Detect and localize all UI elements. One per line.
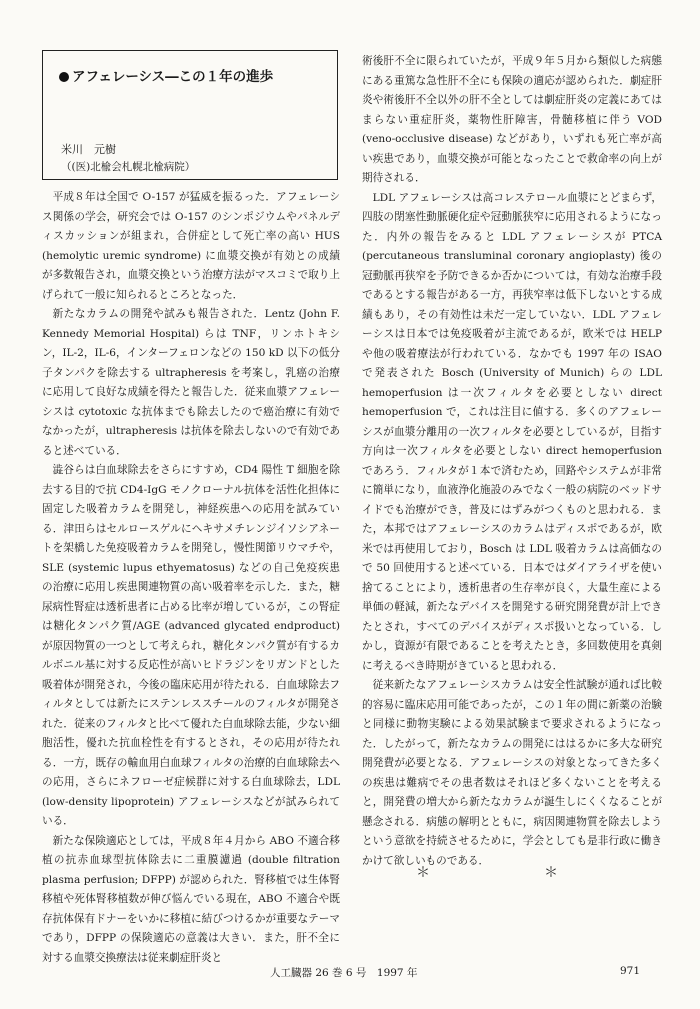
left-column	[42, 188, 340, 968]
paragraph: 新たな保険適応としては，平成８年４月から ABO 不適合移植の抗赤血球型抗体除去に二重膜濾過 (double filtration plasma perfusion; DFPP) が認められた．腎移植では生体腎移植や死体腎移植数が伸び悩んでいる現在，ABO 不適合や既存抗体保有ドナーをいかに移植に結びつけるかが重要なテーマであり，DFPP の保険適応の意義は大きい．また，肝不全に対する血漿交換療法は従来劇症肝炎と	[42, 834, 340, 964]
paragraph: 平成８年は全国で O-157 が猛威を振るった．アフェレーシス関係の学会，研究会では O-157 のシンポジウムやパネルディスカッションが組まれ，合併症として死亡率の高い HUS (hemolytic uremic syndrome) に血漿交換が有効との成績が多数報告され，血漿交換という治療方法がマスコミで取り上げられて一般に知られるところとなった．	[42, 191, 340, 301]
author-affiliation: （(医)北楡会札幌北楡病院）	[61, 161, 196, 173]
paragraph: 新たなカラムの開発や試みも報告された．Lentz (John F. Kennedy Memorial Hospital) らは TNF，リンホトキシン，IL-2，IL-6，インターフェロンなどの 150 kD 以下の低分子タンパクを除去する ultrapheresis を考案し，乳癌の治療に応用して良好な成績を得たと報告した．従来血漿アフェレーシスは cytotoxic な抗体までも除去したので癌治療に有効でなかったが，ultrapheresis は抗体を除去しないので有効であると述べている．	[42, 308, 340, 457]
article-title-text: アフェレーシス―この１年の進歩	[72, 69, 274, 85]
section-end-mark: ＊ ＊	[416, 865, 608, 881]
paragraph: LDL アフェレーシスは高コレステロール血漿にとどまらず，四肢の閉塞性動脈硬化症や冠動脈狭窄に応用されるようになった．内外の報告をみると LDL アフェレーシスが PTCA (percutaneous transluminal coronary angioplasty) 後の冠動脈再狭窄を予防できるか否かについては，有効な治療手段であるとする報告がある一方，再狭窄率は低下しないとする成績もあり，その有効性は未だ一定していない．LDL アフェレーシスは日本では免疫吸着が主流であるが，欧米では HELP や他の吸着療法が行われている．なかでも 1997 年の ISAO で発表された Bosch (University of Munich) らの LDL hemoperfusion は一次フィルタを必要としない direct hemoperfusion で，これは注目に値する．多くのアフェレーシスが血漿分離用の一次フィルタを必要としているが，目指す方向は一次フィルタを必要としない direct hemoperfusion であろう．フィルタが１本で済むため，回路やシステムが非常に簡単になり，血液浄化施設のみでなく一般の病院のベッドサイドでも治療ができ，普及にはずみがつくものと思われる．また，本邦ではアフェレーシスのカラムはディスポであるが，欧米では再使用しており，Bosch は LDL 吸着カラムは高価なので 50 回使用すると述べている．日本ではダイアライザを使い捨てることにより，透析患者の生存率が良く，大量生産による単価の軽減，新たなデバイスを開発する研究開発費が計上できたとされ，すべてのデバイスがディスポ扱いとなっている．しかし，資源が有限であることを考えたとき，多回数使用を真剣に考えるべき時期がきていると思われる．	[362, 191, 662, 672]
title-box	[42, 50, 338, 180]
paragraph: 従来新たなアフェレーシスカラムは安全性試験が通れば比較的容易に臨床応用可能であったが，この１年の間に新薬の治験と同様に動物実験による効果試験まで要求されるようになった．したがって，新たなカラムの開発にははるかに多大な研究開発費が必要となる．アフェレーシスの対象となってきた多くの疾患は難病でその患者数はそれほど多くないことを考えると，開発費の増大から新たなカラムが誕生しにくくなることが懸念される．病態の解明とともに，病因関連物質を除去しようという意欲を持続させるために，学会としても是非行政に働きかけて欲しいものである．	[362, 679, 662, 867]
right-column	[362, 52, 662, 871]
page-number: 971	[620, 965, 641, 977]
bullet-icon	[59, 72, 69, 82]
paragraph: 澁谷らは白血球除去をさらにすすめ，CD4 陽性 T 細胞を除去する目的で抗 CD4-IgG モノクローナル抗体を活性化担体に固定した吸着カラムを開発し，神経疾患への応用を試みている．津田らはセルロースゲルにヘキサメチレンジイソシアネートを架橋した免疫吸着カラムを開発し，慢性関節リウマチや，SLE (systemic lupus ethyematosus) などの自己免疫疾患の治療に応用し疾患関連物質の高い吸着率を示した．また，糖尿病性腎症は透析患者に占める比率が増しているが，この腎症は糖化タンパク質/AGE (advanced glycated endproduct) が原因物質の一つとして考えられ，糖化タンパク質が有するカルボニル基に対する反応性が高いヒドラジンをリガンドとした吸着体が開発され，今後の臨床応用が待たれる．白血球除去フィルタとしては新たにステンレススチールのフィルタが開発された．従来のフィルタと比べて優れた白血球除去能，少ない細胞活性，優れた抗血栓性を有するとされ，その応用が待たれる．一方，既存の輸血用白血球フィルタの治療的白血球除去への応用，さらにネフローゼ症候群に対する白血球除去，LDL (low-density lipoprotein) アフェレーシスなどが試みられている．	[42, 464, 340, 827]
journal-citation: 人工臓器 26 巻 6 号 1997 年	[270, 967, 418, 979]
author-name: 米川 元樹	[61, 143, 116, 156]
article-title	[59, 65, 321, 85]
paragraph: 術後肝不全に限られていたが，平成９年５月から類似した病態にある重篤な急性肝不全にも保険の適応が認められた．劇症肝炎や術後肝不全以外の肝不全としては劇症肝炎の定義にあてはまらない重症肝炎，薬物性肝障害，骨髄移植に伴う VOD (veno-occlusive disease) などがあり，いずれも死亡率が高い疾患であり，血漿交換が可能となったことで救命率の向上が期待される．	[362, 55, 662, 184]
